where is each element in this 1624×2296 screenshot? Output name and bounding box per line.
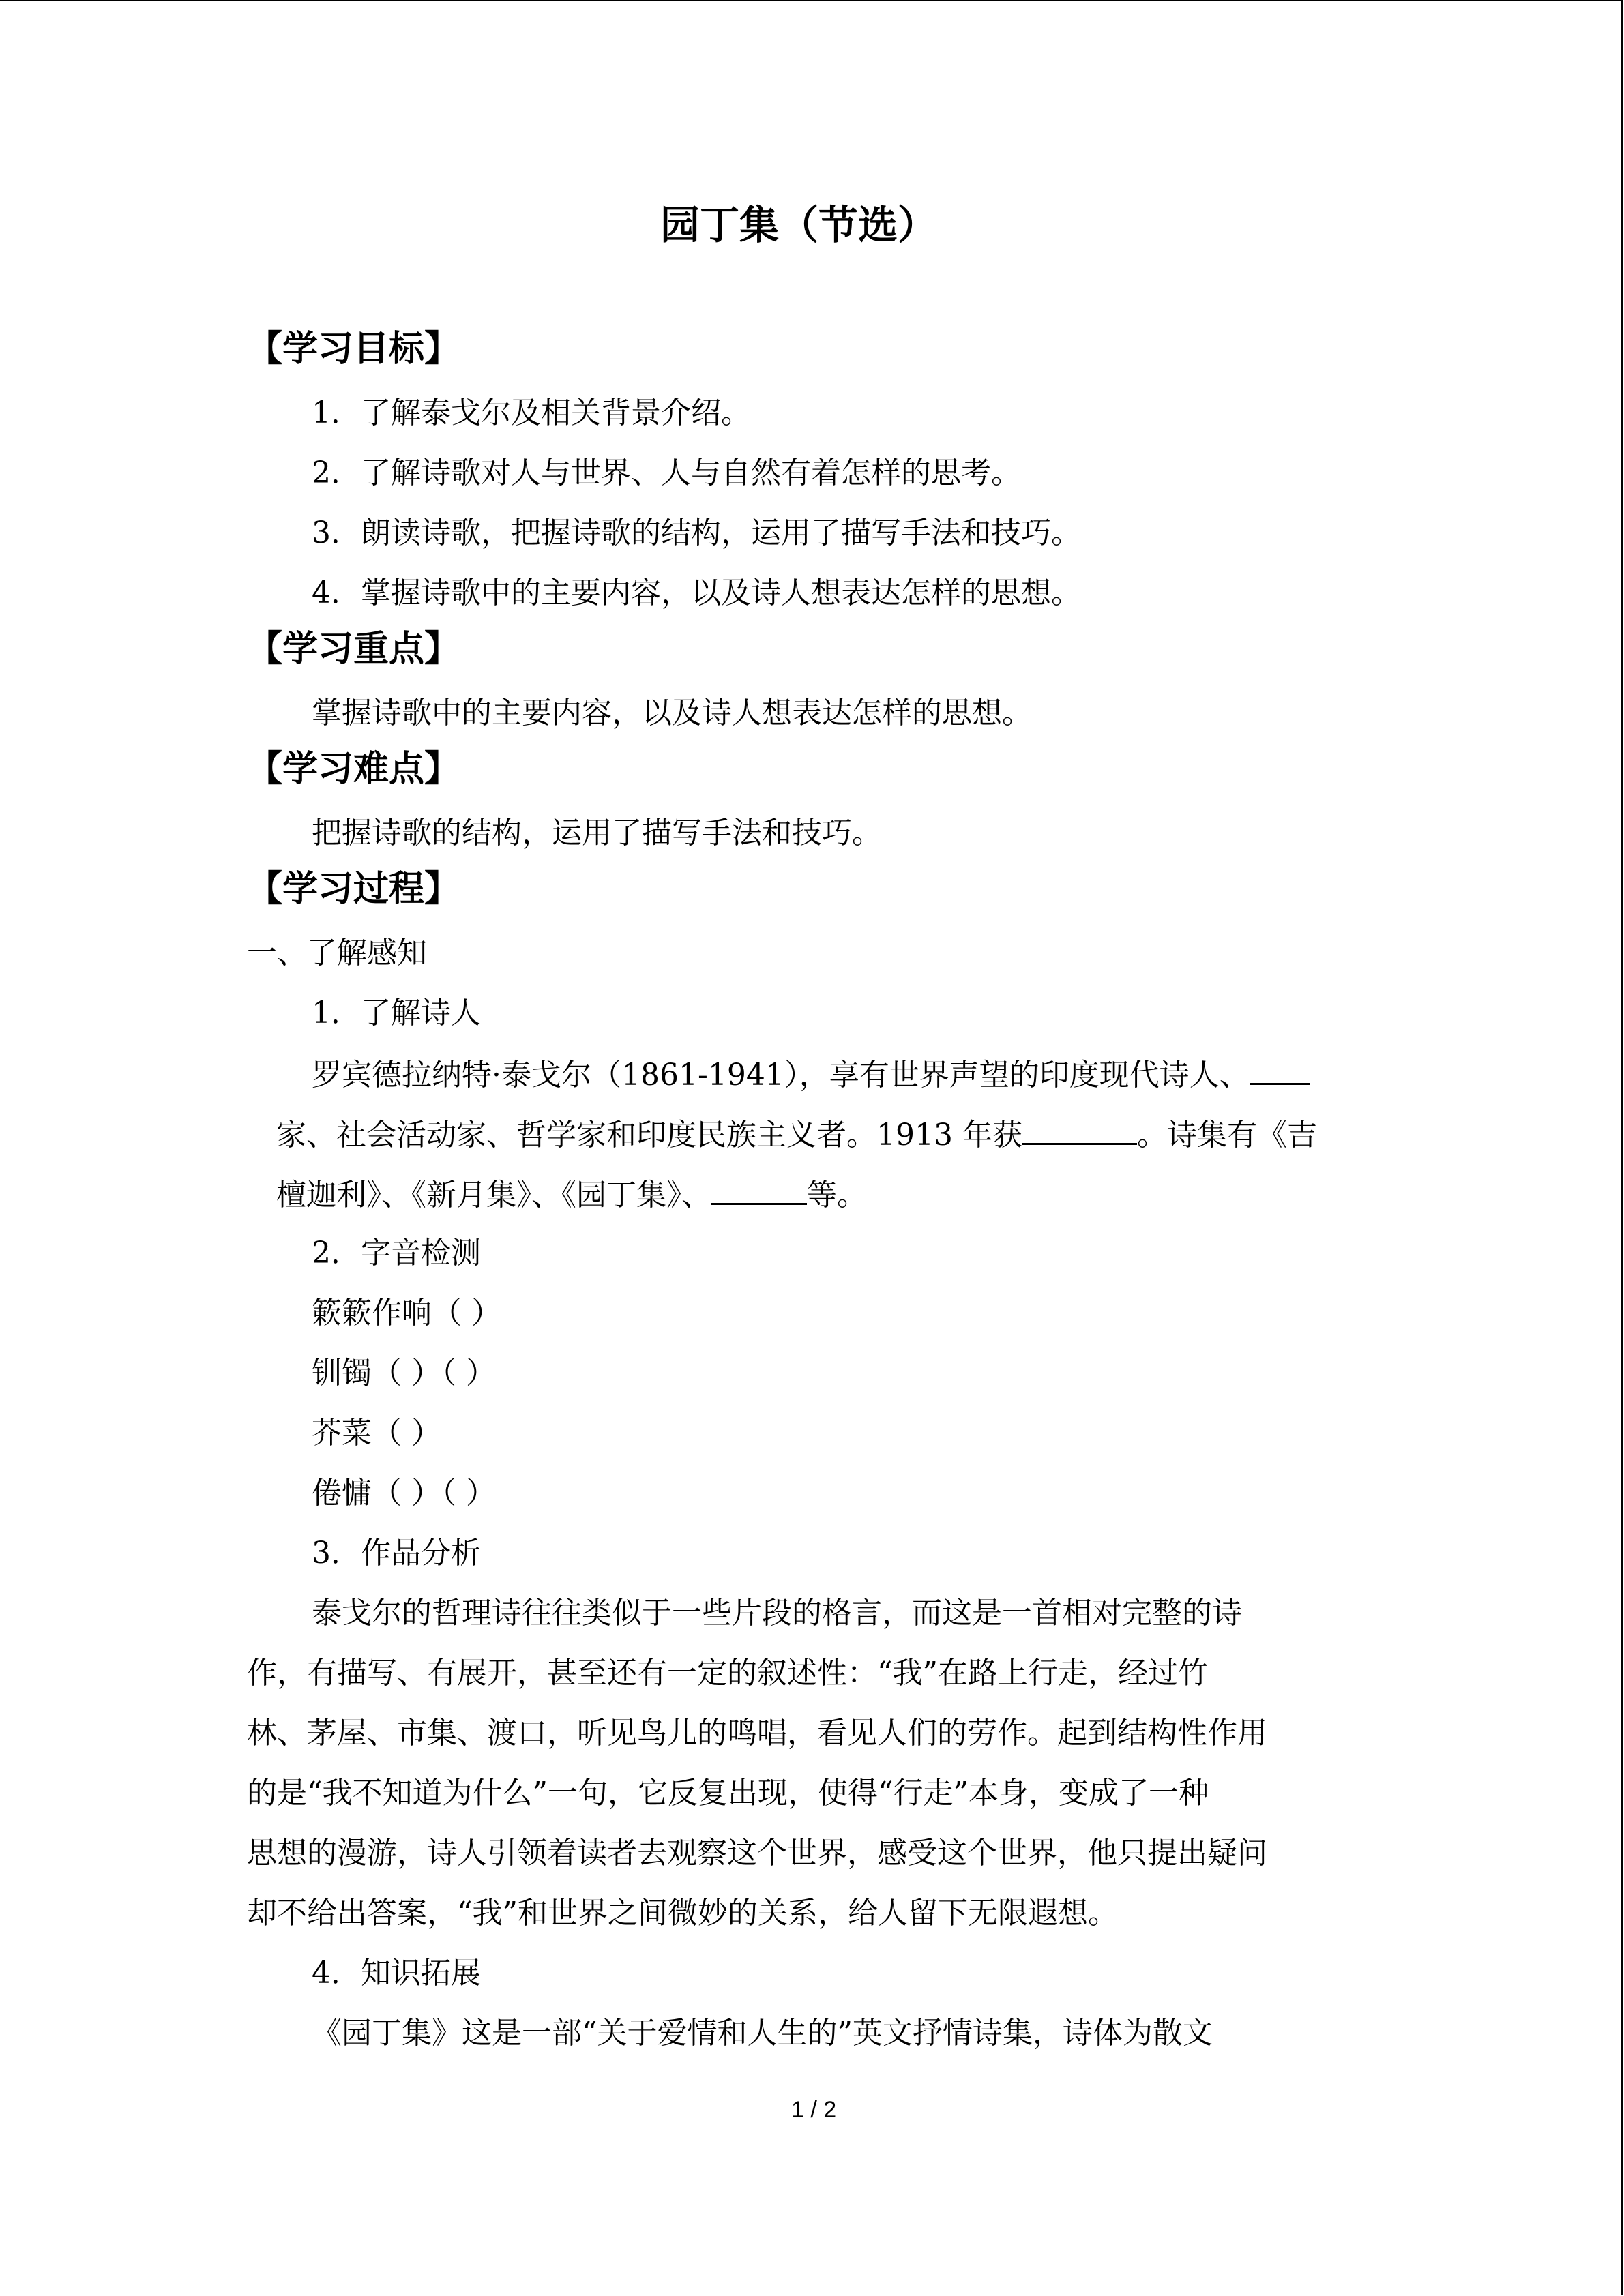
difficulties-text: 把握诗歌的结构，运用了描写手法和技巧。 — [312, 816, 882, 850]
key-points-text: 掌握诗歌中的主要内容，以及诗人想表达怎样的思想。 — [312, 696, 1032, 730]
pronunciation-item: 芥菜（ ） — [312, 1416, 441, 1450]
poet-line-2a-text: 家、社会活动家、哲学家和印度民族主义者。1913 年获 — [276, 1118, 1022, 1152]
analysis-line: 却不给出答案，“我”和世界之间微妙的关系，给人留下无限遐想。 — [247, 1896, 1118, 1930]
analysis-line: 思想的漫游，诗人引领着读者去观察这个世界，感受这个世界，他只提出疑问 — [247, 1836, 1267, 1870]
objective-item: 1．了解泰戈尔及相关背景介绍。 — [312, 396, 751, 430]
objective-item: 2．了解诗歌对人与世界、人与自然有着怎样的思考。 — [312, 456, 1021, 490]
document-title: 园丁集（节选） — [660, 202, 938, 248]
poet-line-1-text: 罗宾德拉纳特·泰戈尔（1861-1941），享有世界声望的印度现代诗人、 — [312, 1058, 1250, 1092]
fill-blank[interactable] — [1250, 1053, 1310, 1085]
poet-line-3b-text: 等。 — [807, 1178, 867, 1212]
subsection-title: 1．了解诗人 — [312, 996, 481, 1030]
difficulties-heading: 【学习难点】 — [247, 749, 460, 790]
subsection-title: 2．字音检测 — [312, 1236, 481, 1270]
process-heading: 【学习过程】 — [247, 869, 460, 910]
analysis-line: 林、茅屋、市集、渡口，听见鸟儿的鸣唱，看见人们的劳作。起到结构性作用 — [247, 1716, 1267, 1750]
objectives-heading: 【学习目标】 — [247, 329, 460, 370]
poet-line-3 — [276, 1173, 867, 1216]
objective-item: 3．朗读诗歌，把握诗歌的结构，运用了描写手法和技巧。 — [312, 516, 1081, 550]
analysis-line: 作，有描写、有展开，甚至还有一定的叙述性：“我”在路上行走，经过竹 — [247, 1656, 1208, 1690]
poet-line-2b-text: 。诗集有《吉 — [1136, 1118, 1317, 1152]
poet-line-3a-text: 檀迦利》、《新月集》、《园丁集》、 — [276, 1178, 711, 1212]
fill-blank[interactable] — [711, 1173, 807, 1205]
subsection-title: 4．知识拓展 — [312, 1956, 481, 1991]
pronunciation-item: 倦慵（ ）（ ） — [312, 1476, 496, 1510]
pronunciation-item: 簌簌作响（ ） — [312, 1296, 501, 1330]
poet-line-1 — [312, 1053, 1310, 1096]
fill-blank[interactable] — [1022, 1113, 1137, 1145]
objective-item: 4．掌握诗歌中的主要内容，以及诗人想表达怎样的思想。 — [312, 576, 1081, 610]
page-number: 1 / 2 — [791, 2097, 837, 2123]
section-title: 一、了解感知 — [247, 936, 427, 970]
key-points-heading: 【学习重点】 — [247, 629, 460, 670]
subsection-title: 3．作品分析 — [312, 1536, 481, 1570]
extension-line: 《园丁集》这是一部“关于爱情和人生的”英文抒情诗集，诗体为散文 — [312, 2016, 1213, 2051]
pronunciation-item: 钏镯（ ）（ ） — [312, 1356, 496, 1390]
analysis-line: 泰戈尔的哲理诗往往类似于一些片段的格言，而这是一首相对完整的诗 — [312, 1596, 1242, 1630]
poet-line-2 — [276, 1113, 1317, 1156]
analysis-line: 的是“我不知道为什么”一句，它反复出现，使得“行走”本身，变成了一种 — [247, 1776, 1209, 1810]
